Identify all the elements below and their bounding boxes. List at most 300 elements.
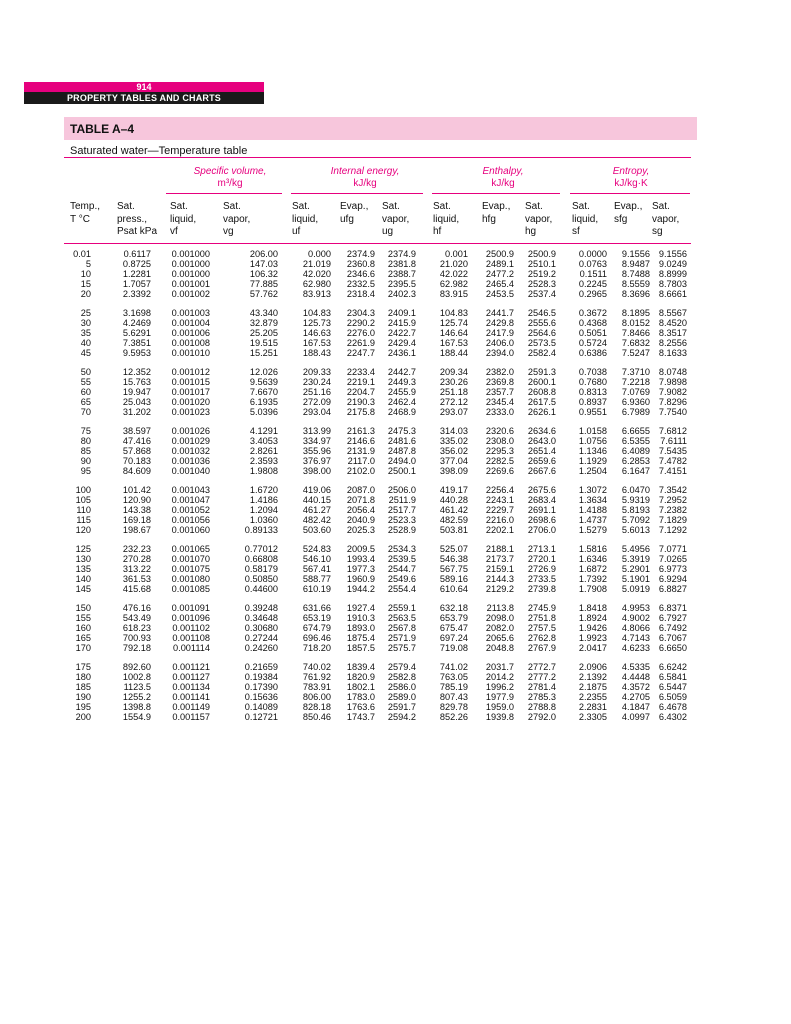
table-cell: 2481.6: [387, 436, 416, 446]
table-cell: 1.6346: [578, 554, 607, 564]
col-line: vapor,: [652, 213, 680, 225]
table-cell: 2751.8: [527, 613, 556, 623]
table-cell: 65: [80, 397, 91, 407]
col-line: T °C: [70, 213, 90, 225]
col-line: Sat.: [223, 201, 241, 212]
table-cell: 0.6386: [578, 348, 607, 358]
col-line: vf: [170, 226, 178, 237]
col-sf: [572, 201, 598, 239]
table-cell: 8.1633: [658, 348, 687, 358]
table-cell: 2589.0: [387, 692, 416, 702]
table-row: [0, 682, 791, 692]
table-row: [0, 249, 791, 259]
table-title-band: [64, 117, 697, 140]
table-cell: 0.001020: [171, 397, 210, 407]
table-cell: 6.6242: [658, 662, 687, 672]
table-cell: 155: [75, 613, 91, 623]
row-block: [0, 603, 791, 653]
table-cell: 377.04: [439, 456, 468, 466]
table-cell: 50: [80, 367, 91, 377]
table-cell: 0.1511: [579, 269, 607, 279]
table-cell: 270.28: [122, 554, 151, 564]
table-cell: 45: [80, 348, 91, 358]
table-cell: 0.001056: [171, 515, 210, 525]
table-cell: 440.15: [302, 495, 331, 505]
table-cell: 2233.4: [346, 367, 375, 377]
table-cell: 2500.9: [485, 249, 514, 259]
table-cell: 2.2831: [578, 702, 607, 712]
table-cell: 792.18: [122, 643, 151, 653]
group-unit: kJ/kg·K: [614, 178, 648, 189]
table-cell: 2500.1: [387, 466, 416, 476]
table-cell: 4.8066: [621, 623, 650, 633]
row-block: [0, 308, 791, 358]
table-cell: 12.352: [122, 367, 151, 377]
col-line: sf: [572, 226, 580, 237]
table-cell: 2382.0: [485, 367, 514, 377]
table-cell: 2788.8: [527, 702, 556, 712]
table-cell: 6.7927: [658, 613, 687, 623]
col-uf: [292, 201, 318, 239]
table-cell: 0.6117: [123, 249, 151, 259]
table-cell: 2.0906: [578, 662, 607, 672]
table-cell: 2713.1: [527, 544, 556, 554]
table-cell: 145: [75, 584, 91, 594]
table-cell: 675.47: [439, 623, 468, 633]
table-cell: 2617.5: [527, 397, 556, 407]
table-cell: 2243.1: [485, 495, 514, 505]
table-cell: 0.001017: [171, 387, 210, 397]
table-cell: 75: [80, 426, 91, 436]
table-cell: 5.2901: [621, 564, 650, 574]
table-cell: 2247.7: [346, 348, 375, 358]
table-cell: 2777.2: [527, 672, 556, 682]
table-cell: 125.74: [439, 318, 468, 328]
table-cell: 1398.8: [122, 702, 151, 712]
table-cell: 1.4737: [578, 515, 607, 525]
table-cell: 143.38: [122, 505, 151, 515]
col-line: ufg: [340, 213, 354, 225]
col-line: press.,: [117, 213, 148, 225]
table-row: [0, 436, 791, 446]
table-cell: 57.762: [249, 289, 278, 299]
table-cell: 4.6233: [621, 643, 650, 653]
table-cell: 5.6013: [621, 525, 650, 535]
table-cell: 42.020: [302, 269, 331, 279]
table-cell: 7.9898: [658, 377, 687, 387]
table-cell: 0.15636: [244, 692, 278, 702]
col-line: vg: [223, 226, 234, 237]
table-cell: 8.9487: [621, 259, 650, 269]
table-cell: 15.763: [122, 377, 151, 387]
table-cell: 2117.0: [347, 456, 375, 466]
table-subtitle: Saturated water—Temperature table: [70, 145, 248, 157]
table-cell: 2555.6: [527, 318, 556, 328]
table-cell: 0.001040: [171, 466, 210, 476]
table-cell: 6.5447: [658, 682, 687, 692]
table-cell: 398.00: [302, 466, 331, 476]
table-cell: 0.001141: [172, 692, 210, 702]
table-cell: 1.3634: [578, 495, 607, 505]
table-cell: 0.001000: [171, 269, 210, 279]
table-cell: 8.7803: [658, 279, 687, 289]
table-cell: 0.44600: [244, 584, 278, 594]
table-cell: 2202.1: [485, 525, 514, 535]
table-cell: 0.001026: [171, 426, 210, 436]
table-cell: 2477.2: [485, 269, 514, 279]
table-cell: 8.8999: [658, 269, 687, 279]
table-cell: 5.0396: [249, 407, 278, 417]
col-line: Sat.: [292, 201, 310, 212]
table-cell: 200: [75, 712, 91, 722]
header-rule: [64, 243, 691, 244]
table-cell: 40: [80, 338, 91, 348]
table-cell: 6.4089: [621, 446, 650, 456]
table-cell: 2.2355: [578, 692, 607, 702]
table-cell: 1.8418: [578, 603, 607, 613]
table-cell: 2575.7: [387, 643, 416, 653]
table-cell: 461.27: [302, 505, 331, 515]
group-label: Enthalpy,: [482, 166, 524, 177]
table-cell: 0.39248: [244, 603, 278, 613]
table-cell: 70.183: [122, 456, 151, 466]
table-cell: 2537.4: [527, 289, 556, 299]
col-temp: [70, 201, 100, 226]
table-cell: 6.8827: [658, 584, 687, 594]
col-line: Evap.,: [482, 201, 511, 212]
table-cell: 2304.3: [346, 308, 375, 318]
table-cell: 0.001065: [171, 544, 210, 554]
table-cell: 2159.1: [485, 564, 514, 574]
table-cell: 2564.6: [527, 328, 556, 338]
table-row: [0, 348, 791, 358]
table-cell: 785.19: [439, 682, 468, 692]
table-cell: 77.885: [249, 279, 278, 289]
table-cell: 31.202: [122, 407, 151, 417]
table-row: [0, 289, 791, 299]
table-cell: 2591.7: [387, 702, 416, 712]
table-cell: 42.022: [439, 269, 468, 279]
table-cell: 632.18: [439, 603, 468, 613]
table-cell: 180: [75, 672, 91, 682]
table-cell: 2462.4: [387, 397, 416, 407]
col-vf: [170, 201, 196, 239]
table-cell: 335.02: [439, 436, 468, 446]
table-cell: 2269.6: [485, 466, 514, 476]
table-cell: 1.5816: [578, 544, 607, 554]
table-cell: 95: [80, 466, 91, 476]
table-cell: 90: [80, 456, 91, 466]
table-cell: 2333.0: [485, 407, 514, 417]
table-cell: 2025.3: [346, 525, 375, 535]
table-cell: 1910.3: [346, 613, 375, 623]
group-internal-energy: [300, 166, 430, 190]
col-line: Sat.: [572, 201, 590, 212]
table-cell: 2219.1: [346, 377, 375, 387]
table-cell: 1875.4: [346, 633, 375, 643]
col-hfg: [482, 201, 510, 226]
table-cell: 2190.3: [346, 397, 375, 407]
table-cell: 2745.9: [527, 603, 556, 613]
table-cell: 209.33: [302, 367, 331, 377]
table-cell: 361.53: [122, 574, 151, 584]
table-cell: 1002.8: [122, 672, 151, 682]
table-cell: 83.915: [439, 289, 468, 299]
table-cell: 146.64: [439, 328, 468, 338]
table-cell: 7.5435: [658, 446, 687, 456]
table-row: [0, 692, 791, 702]
table-cell: 165: [75, 633, 91, 643]
col-sg: [652, 201, 679, 239]
table-cell: 6.1647: [621, 466, 650, 476]
table-row: [0, 259, 791, 269]
table-cell: 147.03: [249, 259, 278, 269]
table-cell: 376.97: [302, 456, 331, 466]
table-cell: 1.7908: [578, 584, 607, 594]
table-cell: 2591.3: [527, 367, 556, 377]
table-cell: 719.08: [439, 643, 468, 653]
table-cell: 4.3572: [621, 682, 650, 692]
table-cell: 0.9551: [578, 407, 607, 417]
table-cell: 4.7143: [621, 633, 650, 643]
table-row: [0, 574, 791, 584]
table-cell: 1554.9: [122, 712, 151, 722]
table-cell: 0.12721: [244, 712, 278, 722]
table-cell: 0.001015: [171, 377, 210, 387]
table-cell: 57.868: [122, 446, 151, 456]
table-cell: 588.77: [302, 574, 331, 584]
table-cell: 7.1829: [658, 515, 687, 525]
col-line: Evap.,: [614, 201, 643, 212]
table-cell: 2.3593: [249, 456, 278, 466]
table-row: [0, 564, 791, 574]
table-row: [0, 603, 791, 613]
table-cell: 0.001108: [172, 633, 210, 643]
table-cell: 2290.2: [346, 318, 375, 328]
table-cell: 2.3392: [122, 289, 151, 299]
table-cell: 355.96: [302, 446, 331, 456]
table-cell: 9.0249: [658, 259, 687, 269]
table-cell: 610.64: [439, 584, 468, 594]
table-cell: 8.5559: [621, 279, 650, 289]
table-cell: 1783.0: [346, 692, 375, 702]
table-cell: 829.78: [439, 702, 468, 712]
table-cell: 170: [75, 643, 91, 653]
table-cell: 356.02: [439, 446, 468, 456]
table-cell: 2567.8: [387, 623, 416, 633]
table-cell: 8.2556: [658, 338, 687, 348]
table-cell: 1.4186: [249, 495, 278, 505]
table-cell: 7.0265: [658, 554, 687, 564]
table-cell: 0.50850: [244, 574, 278, 584]
table-cell: 1743.7: [346, 712, 375, 722]
table-cell: 7.6832: [621, 338, 650, 348]
table-cell: 0.001012: [171, 367, 210, 377]
table-cell: 7.7540: [658, 407, 687, 417]
table-cell: 2634.6: [527, 426, 556, 436]
table-cell: 2544.7: [387, 564, 416, 574]
table-row: [0, 377, 791, 387]
table-cell: 130: [75, 554, 91, 564]
table-cell: 2406.0: [485, 338, 514, 348]
table-cell: 2175.8: [346, 407, 375, 417]
table-cell: 2643.0: [527, 436, 556, 446]
table-cell: 0.66808: [244, 554, 278, 564]
table-cell: 2071.8: [346, 495, 375, 505]
table-cell: 1.4188: [578, 505, 607, 515]
table-cell: 0.001060: [171, 525, 210, 535]
table-cell: 1.1346: [578, 446, 607, 456]
table-cell: 2528.3: [527, 279, 556, 289]
table-cell: 185: [75, 682, 91, 692]
table-cell: 7.4151: [658, 466, 687, 476]
table-cell: 1977.3: [346, 564, 375, 574]
table-cell: 2494.0: [387, 456, 416, 466]
table-cell: 25.205: [249, 328, 278, 338]
table-cell: 2261.9: [346, 338, 375, 348]
table-cell: 5.3919: [621, 554, 650, 564]
table-cell: 1.3072: [578, 485, 607, 495]
table-cell: 21.019: [302, 259, 331, 269]
col-line: Sat.: [382, 201, 400, 212]
col-hg: [525, 201, 552, 239]
table-row: [0, 456, 791, 466]
table-cell: 696.46: [302, 633, 331, 643]
table-cell: 1.8924: [578, 613, 607, 623]
table-cell: 169.18: [122, 515, 151, 525]
table-cell: 2510.1: [527, 259, 556, 269]
table-cell: 6.5059: [658, 692, 687, 702]
table-cell: 0.001102: [172, 623, 210, 633]
table-cell: 2345.4: [485, 397, 514, 407]
table-cell: 3.4053: [249, 436, 278, 446]
group-entropy: [566, 166, 696, 190]
col-line: liquid,: [292, 213, 319, 225]
col-line: Temp.,: [70, 201, 101, 212]
table-cell: 334.97: [302, 436, 331, 446]
table-cell: 1.0360: [249, 515, 278, 525]
table-cell: 2675.6: [527, 485, 556, 495]
table-cell: 8.0748: [658, 367, 687, 377]
table-row: [0, 525, 791, 535]
table-cell: 6.4302: [658, 712, 687, 722]
table-cell: 0.001043: [171, 485, 210, 495]
table-cell: 2065.6: [485, 633, 514, 643]
table-cell: 8.1895: [621, 308, 650, 318]
table-cell: 0.34648: [244, 613, 278, 623]
col-ug: [382, 201, 409, 239]
table-cell: 8.5567: [658, 308, 687, 318]
group-rule: [166, 193, 282, 194]
table-cell: 2369.8: [485, 377, 514, 387]
table-cell: 15: [80, 279, 91, 289]
table-row: [0, 318, 791, 328]
table-cell: 0.001023: [171, 407, 210, 417]
table-cell: 2546.5: [527, 308, 556, 318]
table-cell: 1944.2: [346, 584, 375, 594]
table-cell: 106.32: [249, 269, 278, 279]
table-cell: 7.1292: [658, 525, 687, 535]
table-cell: 2465.4: [485, 279, 514, 289]
table-cell: 1959.0: [485, 702, 514, 712]
table-cell: 2146.6: [346, 436, 375, 446]
table-cell: 524.83: [302, 544, 331, 554]
table-cell: 2.1875: [578, 682, 607, 692]
table-cell: 0.89133: [244, 525, 278, 535]
col-vg: [223, 201, 250, 239]
table-cell: 135: [75, 564, 91, 574]
table-cell: 2102.0: [346, 466, 375, 476]
table-cell: 230.26: [439, 377, 468, 387]
table-cell: 0.001134: [172, 682, 210, 692]
table-row: [0, 623, 791, 633]
table-cell: 2667.6: [527, 466, 556, 476]
table-cell: 167.53: [439, 338, 468, 348]
table-cell: 2586.0: [387, 682, 416, 692]
table-cell: 6.2853: [621, 456, 650, 466]
table-cell: 120.90: [122, 495, 151, 505]
col-line: liquid,: [170, 213, 197, 225]
top-rule: [64, 157, 691, 158]
table-cell: 6.5841: [658, 672, 687, 682]
table-cell: 2726.9: [527, 564, 556, 574]
table-cell: 2161.3: [346, 426, 375, 436]
table-cell: 2573.5: [527, 338, 556, 348]
table-cell: 2475.3: [387, 426, 416, 436]
table-cell: 125: [75, 544, 91, 554]
table-cell: 761.92: [302, 672, 331, 682]
table-cell: 2409.1: [387, 308, 416, 318]
table-cell: 2455.9: [387, 387, 416, 397]
table-cell: 7.6111: [660, 436, 687, 446]
table-cell: 1.2094: [249, 505, 278, 515]
group-label: Specific volume,: [193, 166, 267, 177]
table-cell: 0.001096: [171, 613, 210, 623]
col-line: vapor,: [382, 213, 410, 225]
table-cell: 807.43: [439, 692, 468, 702]
table-cell: 313.22: [122, 564, 151, 574]
table-cell: 2534.3: [387, 544, 416, 554]
table-cell: 2449.3: [387, 377, 416, 387]
table-cell: 0.8937: [578, 397, 607, 407]
table-cell: 4.9002: [621, 613, 650, 623]
table-cell: 167.53: [302, 338, 331, 348]
table-cell: 0.001047: [171, 495, 210, 505]
group-unit: kJ/kg: [491, 178, 515, 189]
table-cell: 2040.9: [346, 515, 375, 525]
table-row: [0, 466, 791, 476]
table-cell: 2436.1: [387, 348, 416, 358]
table-cell: 0.001008: [171, 338, 210, 348]
table-cell: 6.9294: [658, 574, 687, 584]
table-cell: 0.000: [308, 249, 331, 259]
table-row: [0, 397, 791, 407]
table-cell: 2216.0: [485, 515, 514, 525]
table-cell: 0.001149: [172, 702, 210, 712]
table-cell: 0.8313: [578, 387, 607, 397]
table-cell: 0.001157: [172, 712, 210, 722]
table-cell: 2031.7: [485, 662, 514, 672]
table-cell: 2395.5: [387, 279, 416, 289]
table-cell: 2087.0: [346, 485, 375, 495]
table-cell: 0.17390: [244, 682, 278, 692]
table-cell: 1.7392: [578, 574, 607, 584]
table-cell: 6.7492: [658, 623, 687, 633]
table-cell: 101.42: [122, 485, 151, 495]
col-line: sfg: [614, 213, 628, 225]
table-row: [0, 426, 791, 436]
table-cell: 543.49: [122, 613, 151, 623]
